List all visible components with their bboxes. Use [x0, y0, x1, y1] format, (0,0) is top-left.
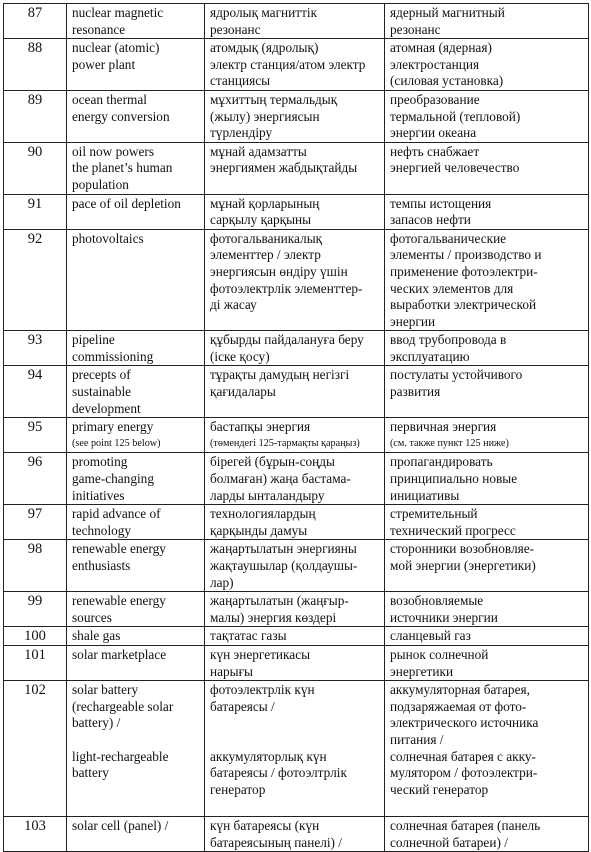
kazakh-term-line: күн энергетикасы [210, 646, 311, 662]
kazakh-term [205, 453, 385, 505]
russian-term [385, 90, 589, 142]
entry-number: 87 [4, 4, 67, 39]
kazakh-term-line: аккумуляторлық күн [210, 748, 327, 764]
english-term-line: battery) / [72, 715, 121, 731]
russian-term [385, 142, 589, 194]
english-term-line: development [72, 400, 141, 416]
table-row [4, 505, 589, 540]
kazakh-term-line: атомдық (ядролық) [210, 40, 319, 56]
english-term [67, 505, 205, 540]
table-row [4, 142, 589, 194]
russian-term-line: эксплуатацию [390, 348, 470, 364]
english-term-line: ocean thermal [72, 91, 147, 107]
english-term [67, 418, 205, 453]
russian-term-line: энергии [390, 313, 436, 329]
english-term-line: resonance [72, 21, 126, 37]
kazakh-term-line: тақтатас газы [210, 628, 287, 644]
russian-term-line: аккумуляторная батарея, [390, 682, 530, 698]
table-row [4, 592, 589, 627]
english-term [67, 39, 205, 91]
russian-term-line: преобразование [390, 91, 480, 107]
russian-term-line: развития [390, 384, 441, 400]
russian-term-line: энергетики [390, 663, 454, 679]
kazakh-term-line: сарқылу қарқыны [210, 212, 312, 228]
russian-term-line: солнечная батарея с акку- [390, 748, 536, 764]
kazakh-term-line: мұхиттың термальдық [210, 91, 338, 107]
russian-term-line: электростанция [390, 56, 480, 72]
english-term [67, 540, 205, 592]
english-term-line: solar marketplace [72, 646, 167, 662]
kazakh-term-line: генератор [210, 781, 266, 797]
russian-term [385, 331, 589, 366]
kazakh-term-line: ді жасау [210, 297, 257, 313]
english-term-line: technology [72, 522, 132, 538]
russian-term-line: первичная энергия [390, 419, 497, 435]
english-term [67, 4, 205, 39]
kazakh-term-line: жаңартылатын (жаңғыр- [210, 593, 349, 609]
english-term-line: the planet’s human [72, 160, 173, 176]
entry-number: 88 [4, 39, 67, 91]
russian-term-line: ядерный магнитный [390, 5, 505, 20]
english-term-line: nuclear (atomic) [72, 40, 160, 56]
entry-number: 91 [4, 194, 67, 229]
kazakh-term [205, 418, 385, 453]
russian-term [385, 39, 589, 91]
english-term-line: promoting [72, 454, 128, 470]
russian-term [385, 453, 589, 505]
entry-number: 101 [4, 645, 67, 680]
table-row [4, 39, 589, 91]
kazakh-term [205, 39, 385, 91]
table-row [4, 627, 589, 646]
russian-term [385, 366, 589, 418]
kazakh-term-line: бастапқы энергия [210, 419, 311, 435]
russian-term-line: ческий генератор [390, 781, 489, 797]
kazakh-term-line: фотоэлектрлік элементтер- [210, 280, 363, 296]
english-term-line: sustainable [72, 384, 132, 400]
english-term-line: (rechargeable solar [72, 698, 174, 714]
kazakh-term-line: батареясы / фотоэлтрлік [210, 765, 347, 781]
table-row [4, 453, 589, 505]
table-row [4, 681, 589, 817]
russian-term-line: нефть снабжает [390, 143, 480, 159]
english-term [67, 366, 205, 418]
english-term-line: pipeline [72, 332, 115, 348]
kazakh-term-line: күн батареясы (күн [210, 818, 320, 834]
russian-term-line: мой энергии (энергетики) [390, 558, 536, 573]
english-term-line: power plant [72, 56, 136, 72]
kazakh-term-line: малы) энергия көздері [210, 609, 337, 625]
russian-term-line: (силовая установка) [390, 73, 504, 89]
english-term-line: solar cell (panel) / [72, 818, 169, 834]
russian-term [385, 540, 589, 592]
russian-term-line: возобновляемые [390, 593, 484, 609]
entry-number: 100 [4, 627, 67, 646]
kazakh-term-line: энергиясын өндіру үшін [210, 263, 348, 279]
russian-term [385, 194, 589, 229]
entry-number: 99 [4, 592, 67, 627]
russian-term-line: электрического источника [390, 715, 539, 731]
kazakh-term-line: жаңартылатын энергияны [210, 541, 357, 557]
english-term-line: pace of oil depletion [72, 195, 181, 211]
russian-term [385, 681, 589, 817]
kazakh-term-line: резонанс [210, 21, 261, 37]
english-term [67, 681, 205, 817]
kazakh-term-line: болмаған) жаңа бастама- [210, 471, 351, 487]
english-term [67, 592, 205, 627]
russian-term-line: постулаты устойчивого [390, 367, 523, 383]
table-row [4, 540, 589, 592]
kazakh-term-line: ларды ынталандыру [210, 487, 325, 503]
english-term [67, 627, 205, 646]
russian-term-line: сланцевый газ [390, 628, 471, 644]
russian-term-line: сторонники возобновляе- [390, 541, 535, 557]
table-row [4, 194, 589, 229]
english-term-line: shale gas [72, 628, 121, 644]
russian-term-line: темпы истощения [390, 195, 492, 211]
kazakh-term-line: технологиялардың [210, 506, 316, 522]
russian-term-line: пропагандировать [390, 454, 493, 470]
glossary-rows [4, 4, 589, 852]
kazakh-term-line: элементтер / электр [210, 247, 321, 263]
kazakh-term [205, 90, 385, 142]
russian-term-line: инициативы [390, 487, 460, 503]
table-row [4, 366, 589, 418]
russian-term-line: резонанс [390, 21, 441, 37]
russian-term-line: ввод трубопровода в [390, 332, 507, 348]
entry-number: 103 [4, 817, 67, 852]
english-term [67, 331, 205, 366]
kazakh-term-line: (іске қосу) [210, 348, 270, 364]
kazakh-term-line [210, 715, 380, 732]
russian-term-line: выработки электрической [390, 297, 537, 313]
kazakh-term [205, 366, 385, 418]
kazakh-term-line: бірегей (бұрын-соңды [210, 454, 335, 470]
russian-term-line: принципиально новые [390, 471, 518, 487]
kazakh-term-line: лар) [210, 574, 234, 590]
english-term-line: (see point 125 below) [72, 437, 161, 449]
kazakh-term-line: энергиямен жабдықтайды [210, 160, 358, 176]
kazakh-term-line: қарқынды дамуы [210, 522, 308, 538]
kazakh-term [205, 505, 385, 540]
entry-number: 97 [4, 505, 67, 540]
table-row [4, 90, 589, 142]
russian-term [385, 627, 589, 646]
english-term-line [72, 732, 200, 749]
table-row [4, 418, 589, 453]
russian-term-line: солнечная батарея (панель [390, 818, 541, 834]
russian-term-line: атомная (ядерная) [390, 40, 492, 56]
kazakh-term-line: түрлендіру [210, 125, 273, 141]
english-term [67, 142, 205, 194]
glossary-table [3, 3, 589, 852]
kazakh-term-line: электр станция/атом электр [210, 56, 366, 72]
kazakh-term-line: фотогальваникалық [210, 230, 323, 246]
russian-term-line: (см. также пункт 125 ниже) [390, 437, 509, 449]
russian-term [385, 505, 589, 540]
russian-term-line: технический прогресс [390, 522, 516, 538]
english-term [67, 194, 205, 229]
english-term-line: commissioning [72, 348, 154, 364]
english-term [67, 90, 205, 142]
kazakh-term-line: фотоэлектрлік күн [210, 682, 315, 698]
english-term [67, 453, 205, 505]
english-term-line: renewable energy [72, 593, 166, 609]
kazakh-term-line: тұрақты дамудың негізгі [210, 367, 350, 383]
entry-number: 102 [4, 681, 67, 817]
kazakh-term [205, 142, 385, 194]
kazakh-term [205, 592, 385, 627]
kazakh-term-line: (жылу) энергиясын [210, 108, 320, 124]
russian-term-line: элементы / производство и [390, 247, 542, 263]
entry-number: 90 [4, 142, 67, 194]
english-term-line: enthusiasts [72, 558, 131, 573]
russian-term-line: запасов нефти [390, 212, 471, 228]
english-term-line: energy conversion [72, 108, 170, 124]
english-term [67, 645, 205, 680]
kazakh-term [205, 627, 385, 646]
english-term-line: oil now powers [72, 143, 154, 159]
kazakh-term [205, 4, 385, 39]
entry-number: 96 [4, 453, 67, 505]
russian-term [385, 418, 589, 453]
english-term-line: sources [72, 609, 112, 625]
kazakh-term-line: батареясы / [210, 698, 275, 714]
kazakh-term [205, 645, 385, 680]
english-term-line: initiatives [72, 487, 125, 503]
kazakh-term [205, 681, 385, 817]
english-term-line: game-changing [72, 471, 154, 487]
english-term-line: population [72, 176, 129, 192]
kazakh-term [205, 229, 385, 331]
english-term-line: nuclear magnetic [72, 5, 164, 20]
kazakh-term [205, 331, 385, 366]
kazakh-term-line: жақтаушылар (қолдаушы- [210, 558, 358, 573]
russian-term-line: применение фотоэлектри- [390, 263, 538, 279]
kazakh-term-line: құбырды пайдалануға беру [210, 332, 364, 348]
russian-term [385, 592, 589, 627]
russian-term-line: энергией человечество [390, 160, 520, 176]
russian-term [385, 4, 589, 39]
russian-term-line: энергии океана [390, 125, 477, 141]
english-term-line: renewable energy [72, 541, 166, 557]
russian-term-line: мулятором / фотоэлектри- [390, 765, 538, 781]
english-term-line: battery [72, 765, 109, 781]
russian-term [385, 645, 589, 680]
kazakh-term-line: мұнай адамзатты [210, 143, 307, 159]
english-term-line: rapid advance of [72, 506, 161, 522]
russian-term-line: термальной (тепловой) [390, 108, 521, 124]
kazakh-term-line: ядролық магниттік [210, 5, 318, 20]
english-term-line: primary energy [72, 419, 154, 435]
entry-number: 89 [4, 90, 67, 142]
kazakh-term-line: қағидалары [210, 384, 276, 400]
entry-number: 98 [4, 540, 67, 592]
kazakh-term [205, 540, 385, 592]
english-term-line: precepts of [72, 367, 131, 383]
english-term-line: light-rechargeable [72, 748, 169, 764]
entry-number: 94 [4, 366, 67, 418]
kazakh-term-line: мұнай қорларының [210, 195, 320, 211]
table-row [4, 331, 589, 366]
table-row [4, 4, 589, 39]
kazakh-term-line: батареясының панелі) / [210, 834, 343, 850]
russian-term-line: источники энергии [390, 609, 498, 625]
kazakh-term-line [210, 732, 380, 749]
russian-term-line: солнечной батареи) / [390, 834, 508, 850]
russian-term-line: стремительный [390, 506, 478, 522]
kazakh-term-line: нарығы [210, 663, 253, 679]
entry-number: 93 [4, 331, 67, 366]
russian-term-line: питания / [390, 731, 444, 747]
english-term-line: photovoltaics [72, 230, 144, 246]
english-term-line: solar battery [72, 682, 139, 698]
english-term [67, 229, 205, 331]
russian-term-line: подзаряжаемая от фото- [390, 698, 527, 714]
kazakh-term-line: (төмендегі 125-тармақты қараңыз) [210, 437, 360, 449]
kazakh-term-line: станциясы [210, 73, 271, 89]
russian-term-line: фотогальванические [390, 230, 507, 246]
entry-number: 92 [4, 229, 67, 331]
entry-number: 95 [4, 418, 67, 453]
table-row [4, 645, 589, 680]
table-row [4, 229, 589, 331]
russian-term-line: ческих элементов для [390, 280, 514, 296]
russian-term-line: рынок солнечной [390, 646, 489, 662]
russian-term [385, 229, 589, 331]
kazakh-term [205, 194, 385, 229]
